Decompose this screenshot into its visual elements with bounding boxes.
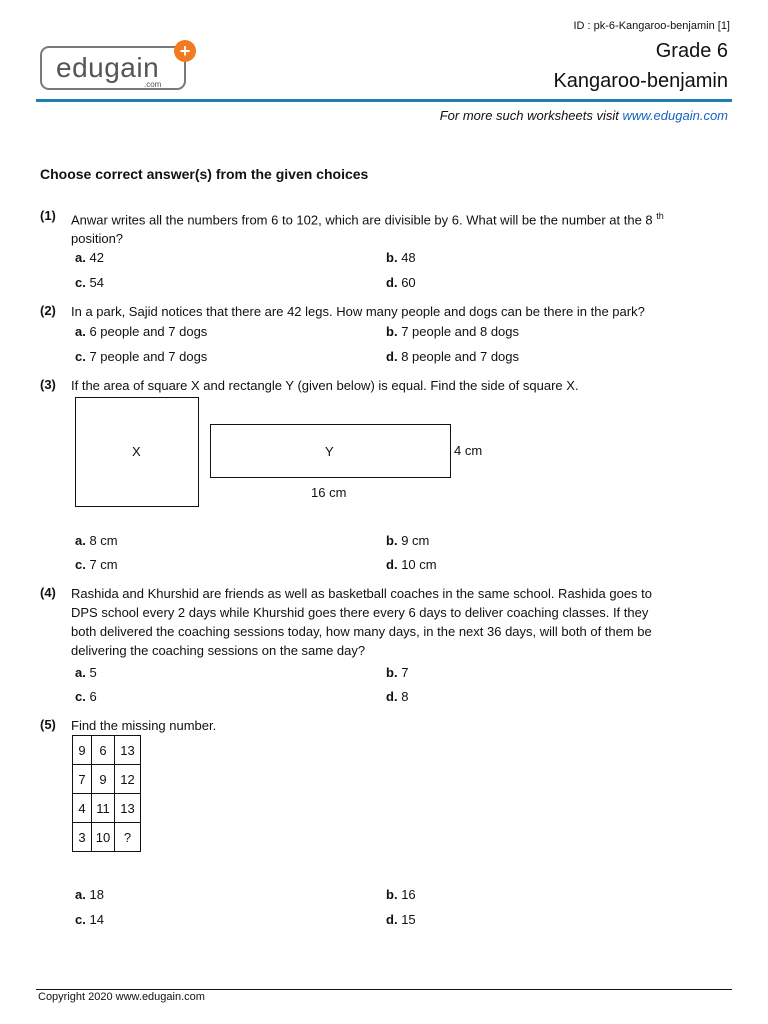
grid-cell: 13	[115, 736, 141, 765]
option-letter: d.	[386, 557, 398, 572]
option-value: 7 people and 8 dogs	[401, 324, 520, 339]
option-b[interactable]	[386, 533, 429, 548]
option-letter: a.	[75, 324, 86, 339]
option-a[interactable]	[75, 250, 104, 265]
option-b[interactable]	[386, 324, 519, 339]
option-letter: b.	[386, 665, 398, 680]
option-a[interactable]	[75, 324, 207, 339]
option-letter: b.	[386, 250, 398, 265]
option-value: 10 cm	[401, 557, 437, 572]
question-text: Find the missing number.	[71, 718, 217, 733]
grid-cell: 9	[92, 765, 115, 794]
option-b[interactable]	[386, 887, 416, 902]
option-letter: b.	[386, 324, 398, 339]
worksheet-id: ID : pk-6-Kangaroo-benjamin [1]	[573, 20, 730, 32]
option-letter: d.	[386, 689, 398, 704]
option-value: 6	[89, 689, 97, 704]
rectangle-label: Y	[325, 444, 334, 459]
option-c[interactable]	[75, 912, 104, 927]
option-letter: d.	[386, 275, 398, 290]
option-value: 18	[89, 887, 104, 902]
question-text	[71, 207, 691, 248]
option-letter: d.	[386, 912, 398, 927]
option-letter: a.	[75, 250, 86, 265]
question-text	[71, 584, 691, 660]
grid-cell: 7	[73, 765, 92, 794]
option-letter: c.	[75, 557, 86, 572]
option-value: 15	[401, 912, 416, 927]
option-letter: a.	[75, 533, 86, 548]
option-d[interactable]	[386, 689, 408, 704]
question-line: DPS school every 2 days while Khurshid goes there every 6 days to deliver coaching classes. If they	[71, 605, 649, 620]
question-line: delivering the coaching sessions on the same day?	[71, 643, 366, 658]
option-value: 16	[401, 887, 416, 902]
visit-prefix: For more such worksheets visit	[439, 108, 623, 123]
question-number: (4)	[40, 585, 56, 600]
option-value: 54	[89, 275, 104, 290]
option-letter: b.	[386, 533, 398, 548]
grid-cell: 6	[92, 736, 115, 765]
question-text-main: Anwar writes all the numbers from 6 to 102, which are divisible by 6. What will be the number at the 8	[71, 212, 653, 228]
grid-cell: 3	[73, 823, 92, 852]
option-a[interactable]	[75, 533, 118, 548]
option-letter: c.	[75, 689, 86, 704]
grid-row	[73, 765, 141, 794]
grid-cell: 11	[92, 794, 115, 823]
question-number: (5)	[40, 717, 56, 732]
grid-row	[73, 823, 141, 852]
option-letter: b.	[386, 887, 398, 902]
logo-suffix: .com	[144, 80, 162, 89]
option-value: 48	[401, 250, 416, 265]
option-letter: a.	[75, 665, 86, 680]
question-number: (2)	[40, 303, 56, 318]
option-value: 8 people and 7 dogs	[401, 349, 520, 364]
option-a[interactable]	[75, 887, 104, 902]
rectangle-height-label: 4 cm	[454, 443, 483, 458]
option-value: 6 people and 7 dogs	[89, 324, 208, 339]
grid-cell: 9	[73, 736, 92, 765]
option-letter: a.	[75, 887, 86, 902]
option-value: 14	[89, 912, 104, 927]
option-value: 9 cm	[401, 533, 430, 548]
option-c[interactable]	[75, 689, 97, 704]
option-a[interactable]	[75, 665, 97, 680]
option-d[interactable]	[386, 275, 416, 290]
logo-text: edugain	[56, 52, 160, 83]
question-text-tail: position?	[71, 231, 124, 247]
question-line: Rashida and Khurshid are friends as well as basketball coaches in the same school. Rashida goes to	[71, 586, 653, 601]
header-divider	[36, 99, 732, 102]
option-b[interactable]	[386, 250, 416, 265]
option-value: 42	[89, 250, 104, 265]
subject-title: Kangaroo-benjamin	[553, 70, 728, 92]
option-value: 8 cm	[89, 533, 118, 548]
option-letter: d.	[386, 349, 398, 364]
grade-title: Grade 6	[655, 40, 728, 62]
rectangle-width-label: 16 cm	[311, 485, 347, 500]
plus-icon: +	[174, 40, 196, 62]
question-number: (3)	[40, 377, 56, 392]
option-letter: c.	[75, 275, 86, 290]
option-value: 60	[401, 275, 416, 290]
superscript: th	[656, 211, 664, 221]
number-grid	[72, 735, 141, 852]
option-letter: c.	[75, 912, 86, 927]
option-c[interactable]	[75, 275, 104, 290]
question-number: (1)	[40, 208, 56, 223]
option-d[interactable]	[386, 349, 519, 364]
grid-cell: 10	[92, 823, 115, 852]
option-value: 8	[401, 689, 409, 704]
question-text: If the area of square X and rectangle Y (given below) is equal. Find the side of square X.	[71, 378, 579, 393]
instructions: Choose correct answer(s) from the given choices	[40, 166, 369, 182]
copyright: Copyright 2020 www.edugain.com	[38, 991, 205, 1003]
option-d[interactable]	[386, 912, 416, 927]
grid-cell: ?	[115, 823, 141, 852]
question-line: both delivered the coaching sessions today, how many days, in the next 36 days, will both of them be	[71, 624, 652, 639]
option-value: 7 cm	[89, 557, 118, 572]
option-c[interactable]	[75, 557, 118, 572]
option-letter: c.	[75, 349, 86, 364]
visit-link[interactable]: www.edugain.com	[622, 108, 728, 123]
option-value: 7	[401, 665, 409, 680]
grid-cell: 4	[73, 794, 92, 823]
visit-line	[440, 108, 728, 123]
option-value: 7 people and 7 dogs	[89, 349, 208, 364]
footer-divider	[36, 989, 732, 990]
option-value: 5	[89, 665, 97, 680]
grid-cell: 13	[115, 794, 141, 823]
question-text: In a park, Sajid notices that there are 42 legs. How many people and dogs can be there in the park?	[71, 304, 645, 319]
option-c[interactable]	[75, 349, 207, 364]
option-d[interactable]	[386, 557, 437, 572]
option-b[interactable]	[386, 665, 408, 680]
grid-row	[73, 794, 141, 823]
grid-cell: 12	[115, 765, 141, 794]
square-label: X	[132, 444, 141, 459]
grid-row	[73, 736, 141, 765]
